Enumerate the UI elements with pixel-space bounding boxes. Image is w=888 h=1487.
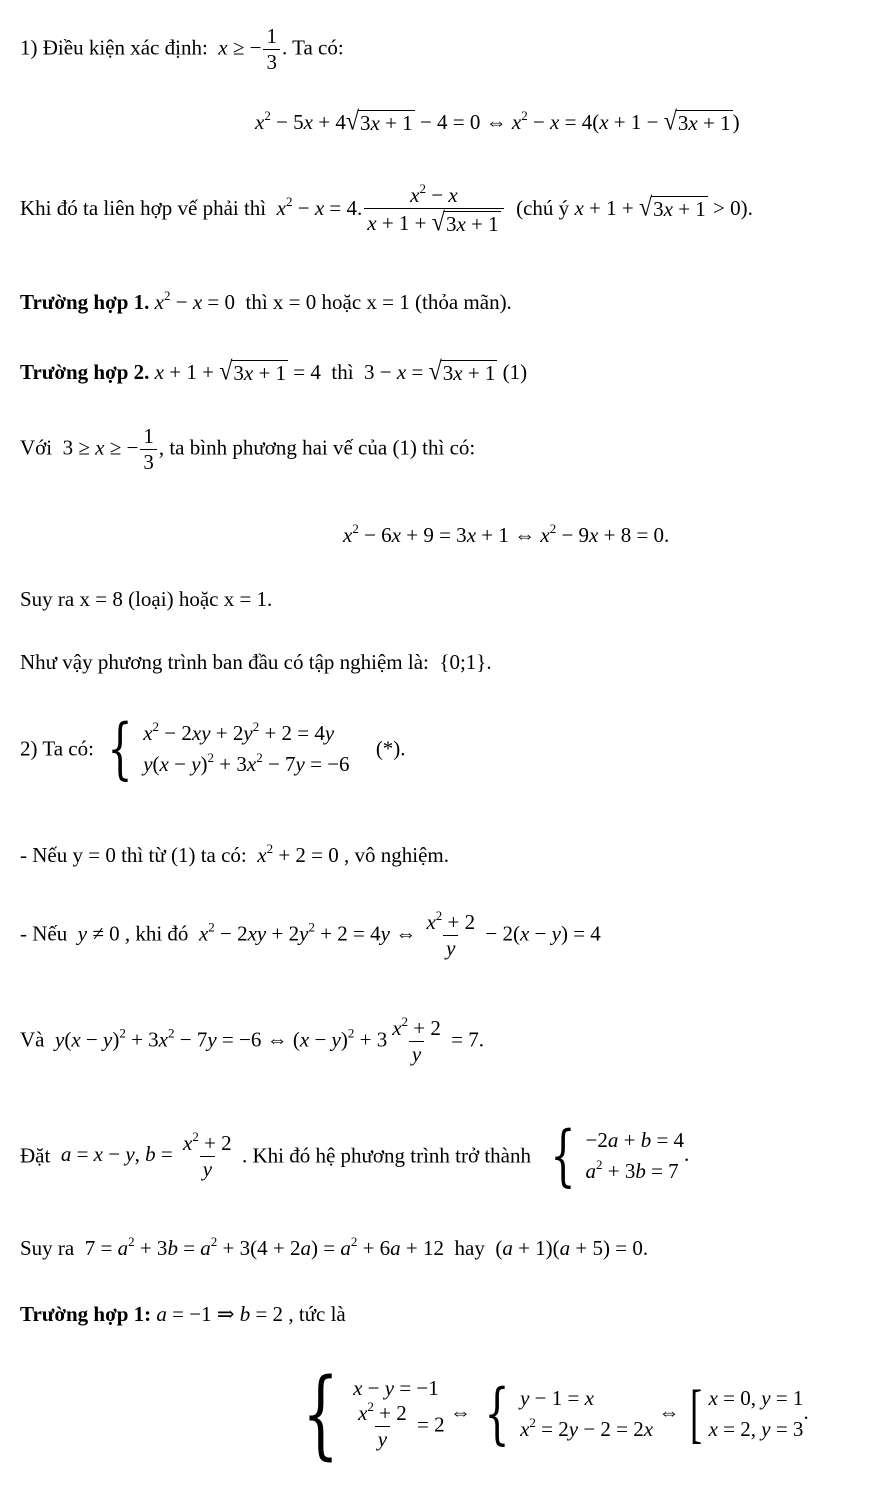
case-2-text: thì	[331, 360, 354, 384]
text-no-solution: , vô nghiệm.	[344, 843, 450, 867]
domain-condition-line: 1) Điều kiện xác định: x ≥ − $\frac{1}{3}$ . Ta có:	[20, 24, 344, 74]
solution-bracket: [ x = 0, y = 1 x = 2, y = 3	[689, 1377, 804, 1450]
text-part-2: 2) Ta có:	[20, 736, 94, 761]
deduce-line: Suy ra $7 = a^2 + 3b = a^2 + 3(4 + 2a) = a^2 + 6a + 12$ hay (a + 1)(a + 5) = 0.	[20, 1234, 649, 1260]
fraction: $\frac{x^2 + 2}{y}$	[183, 1128, 232, 1181]
system-equations: { $x^2 - 2xy + 2y^2 + 2 = 4y$ $y(x - y)^2 + 3x^2 - 7y = -6$	[107, 710, 350, 787]
y-zero-line: - Nếu y = 0 thì từ (1) ta có: $x^2 + 2 = 0$ , vô nghiệm.	[20, 841, 450, 867]
left-bracket: [	[689, 1377, 702, 1450]
case-2-label: Trường hợp 2.	[20, 360, 150, 384]
case-2-line: Trường hợp 2. x + 1 + √ 3x + 1 = 4 thì 3 − x = √ 3x + 1 (1)	[20, 357, 528, 387]
case-a-line: Trường hợp 1: a = −1 ⇒ b = 2 , tức là	[20, 1302, 346, 1326]
text-dat: Đặt	[20, 1143, 51, 1168]
system-xy-2: { y − 1 = x $x^2 = 2y - 2 = 2x$	[484, 1375, 654, 1452]
text-tuc-la: , tức là	[288, 1302, 346, 1326]
square-both-sides-line: Với 3 ≥ x ≥ − $\frac{1}{3}$ , ta bình phương hai vế của (1) thì có:	[20, 424, 476, 474]
text-neu: - Nếu	[20, 921, 68, 946]
system-xy-1: { x − y = −1 $\frac{x^2 + 2}{y}$ = 2	[302, 1358, 445, 1470]
left-brace: {	[302, 1358, 339, 1470]
fraction: $x^2 - x$ x + 1 + √ 3x + 1	[364, 185, 503, 235]
solution-set: {0;1}.	[439, 650, 492, 674]
text-voi: Với	[20, 435, 53, 460]
text-ta-co: . Ta có:	[281, 35, 344, 60]
case-1-line: Trường hợp 1. $x^2 - x = 0$ thì x = 0 hoặc x = 1 (thỏa mãn).	[20, 288, 512, 314]
system-ab: { −2a + b = 4 $a^2 + 3b = 7$	[549, 1117, 685, 1194]
text-result: Suy ra x = 8 (loại) hoặc x = 1.	[20, 587, 273, 611]
left-brace: {	[484, 1375, 510, 1452]
solution-set-line	[20, 652, 492, 673]
text-va: Và	[20, 1027, 45, 1052]
final-system: { x − y = −1 $\frac{x^2 + 2}{y}$ = 2 ⇔ { y − 1 = x $x^2 = 2y - 2 = 2x$ ⇔ [ x = 0, y = 1 x = 2, y = 3 .	[290, 1366, 809, 1462]
text-solution-set: Như vậy phương trình ban đầu có tập nghiệm là:	[20, 650, 429, 674]
text-condition: 1) Điều kiện xác định:	[20, 35, 208, 60]
conjugate-line: Khi đó ta liên hợp vế phải thì $x^2 - x = 4$. $x^2 - x$ x + 1 + √ 3x + 1 (chú ý x + 1 + √ 3x + 1 > 0).	[20, 181, 753, 238]
text-hay: hay	[454, 1236, 485, 1260]
left-brace: {	[549, 1117, 576, 1194]
equation-1: $x^2 - 5x + 4$ √ 3x + 1 − 4 = 0 ⇔ $x^2 - x = 4(x + 1$ − √ 3x + 1 )	[255, 107, 740, 137]
case-1-text: thì x = 0 hoặc x = 1 (thỏa mãn).	[245, 290, 512, 314]
case-1b-label: Trường hợp 1:	[20, 1302, 152, 1326]
fraction: $\frac{x^2 + 2}{y}$	[426, 908, 476, 960]
case-2-ref: (1)	[502, 360, 528, 384]
fraction: $\frac{1}{3}$	[263, 26, 280, 73]
equation-quadratic: $x^2 - 6x + 9 = 3x + 1$ ⇔ $x^2 - 9x + 8 = 0$.	[343, 521, 670, 547]
system-star-line	[20, 710, 406, 787]
fraction: $\frac{1}{3}$	[140, 426, 157, 473]
case-1-label: Trường hợp 1.	[20, 290, 150, 314]
text-note: (chú ý	[516, 195, 570, 220]
y-nonzero-line: - Nếu y ≠ 0 , khi đó $x^2 - 2xy + 2y^2 + 2 = 4y$ ⇔ $\frac{x^2 + 2}{y}$ − 2(x − y) = 4	[20, 908, 601, 960]
text-y-zero: - Nếu y = 0 thì từ (1) ta có:	[20, 843, 247, 867]
text-positive: > 0).	[713, 195, 753, 220]
result-line	[20, 589, 272, 610]
text-conjugate: Khi đó ta liên hợp vế phải thì	[20, 195, 267, 220]
and-line: Và $y(x - y)^2 + 3x^2 - 7y = -6$ ⇔ $(x - y)^2 + 3$ $\frac{x^2 + 2}{y}$ = 7.	[20, 1014, 484, 1066]
text-suy-ra: Suy ra	[20, 1236, 75, 1260]
text-khi-do: , khi đó	[124, 921, 189, 946]
substitution-line: Đặt a = x − y, b = $\frac{x^2 + 2}{y}$ . Khi đó hệ phương trình trở thành { −2a + b = 4 $a^2 + 3b = 7$ .	[20, 1117, 690, 1194]
text-square: , ta bình phương hai vế của (1) thì có:	[158, 435, 476, 460]
fraction: $\frac{x^2 + 2}{y}$	[392, 1014, 441, 1066]
left-brace: {	[107, 710, 133, 787]
fraction: $\frac{x^2 + 2}{y}$	[358, 1399, 407, 1451]
text-system-becomes: . Khi đó hệ phương trình trở thành	[241, 1143, 531, 1168]
text-star: (*).	[375, 736, 406, 761]
